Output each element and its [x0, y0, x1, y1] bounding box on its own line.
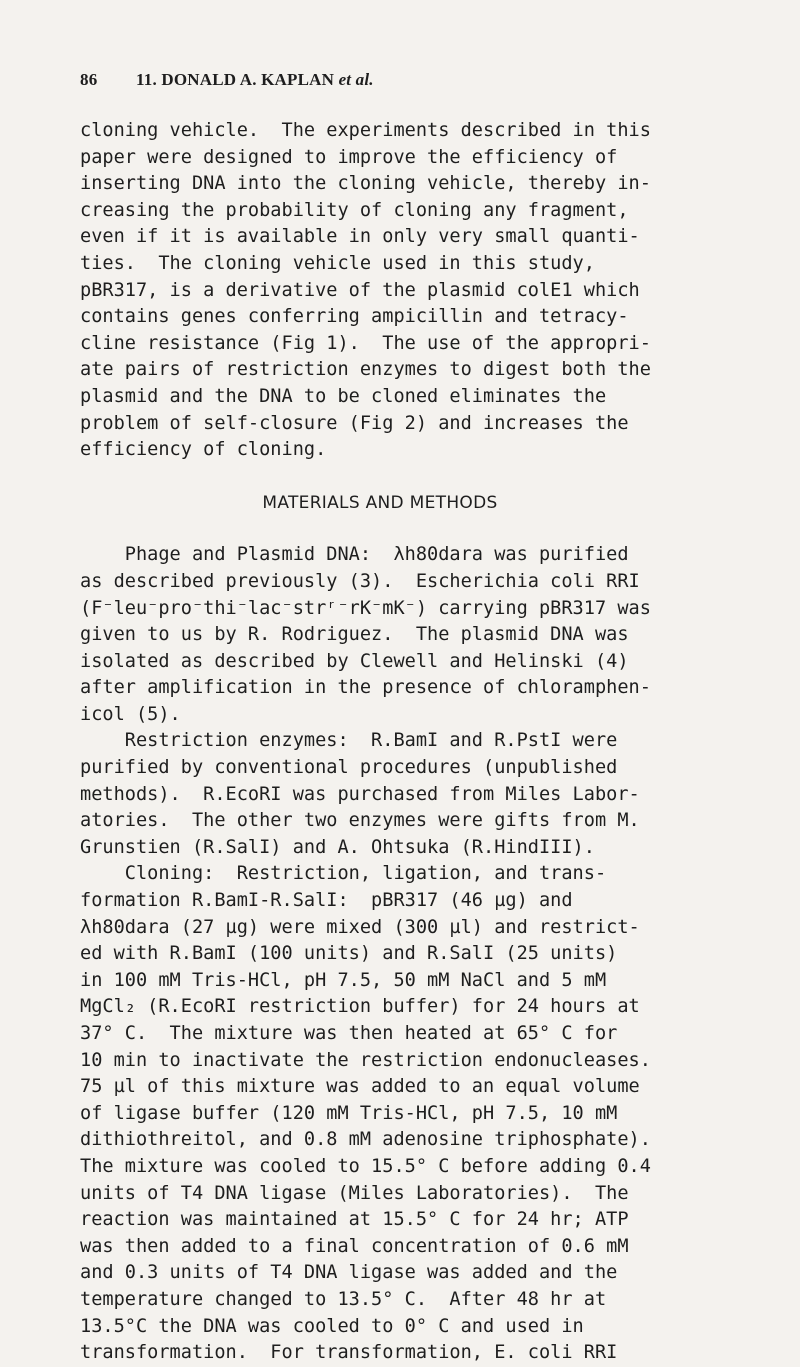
text-line: 75 µl of this mixture was added to an equal volume	[80, 1076, 640, 1098]
text-line: transformation. For transformation, E. coli RRI	[80, 1342, 618, 1364]
text-line: inserting DNA into the cloning vehicle, thereby in-	[80, 173, 651, 195]
text-line: problem of self-closure (Fig 2) and increases the	[80, 412, 629, 434]
text-line: λh80dara (27 µg) were mixed (300 µl) and restrict-	[80, 916, 640, 938]
text-line: MgCl₂ (R.EcoRI restriction buffer) for 24 hours at	[80, 996, 640, 1018]
text-line: formation R.BamI-R.SalI: pBR317 (46 µg) and	[80, 890, 573, 912]
text-line: ate pairs of restriction enzymes to digest both the	[80, 359, 651, 381]
text-line: was then added to a final concentration of 0.6 mM	[80, 1235, 629, 1257]
text-line: 13.5°C the DNA was cooled to 0° C and used in	[80, 1315, 584, 1337]
body-text	[80, 118, 770, 1367]
text-line: The mixture was cooled to 15.5° C before adding 0.4	[80, 1155, 651, 1177]
text-line: temperature changed to 13.5° C. After 48 hr at	[80, 1288, 607, 1310]
text-line: creasing the probability of cloning any fragment,	[80, 199, 629, 221]
text-line: paper were designed to improve the efficiency of	[80, 146, 618, 168]
text-line: 37° C. The mixture was then heated at 65° C for	[80, 1023, 618, 1044]
text-line: icol (5).	[80, 703, 181, 725]
text-line: Restriction enzymes: R.BamI and R.PstI were	[80, 730, 618, 752]
text-line: atories. The other two enzymes were gifts from M.	[80, 810, 640, 832]
text-line: contains genes conferring ampicillin and tetracy-	[80, 306, 629, 328]
section-title: MATERIALS AND METHODS	[262, 492, 498, 513]
text-line: Cloning: Restriction, ligation, and trans-	[80, 863, 607, 885]
page-header	[80, 70, 374, 90]
page-number: 86	[80, 70, 98, 89]
text-line: purified by conventional procedures (unpublished	[80, 757, 618, 779]
text-line: cloning vehicle. The experiments described in this	[80, 120, 651, 141]
text-line: 10 min to inactivate the restriction endonucleases.	[80, 1049, 651, 1071]
text-line: as described previously (3). Escherichia coli RRI	[80, 570, 640, 592]
et-al: et al.	[338, 70, 374, 89]
text-line: given to us by R. Rodriguez. The plasmid DNA was	[80, 624, 629, 646]
text-line: Grunstien (R.SalI) and A. Ohtsuka (R.HindIII).	[80, 836, 595, 858]
text-line: ties. The cloning vehicle used in this study,	[80, 252, 595, 274]
text-line: dithiothreitol, and 0.8 mM adenosine triphosphate).	[80, 1129, 651, 1151]
text-line: Phage and Plasmid DNA: λh80dara was purified	[80, 544, 629, 566]
text-line: pBR317, is a derivative of the plasmid colE1 which	[80, 279, 640, 301]
text-line: ed with R.BamI (100 units) and R.SalI (25 units)	[80, 943, 618, 965]
text-line: efficiency of cloning.	[80, 439, 327, 461]
text-line: isolated as described by Clewell and Helinski (4)	[80, 650, 629, 672]
text-line: reaction was maintained at 15.5° C for 24 hr; ATP	[80, 1209, 629, 1231]
text-line: in 100 mM Tris-HCl, pH 7.5, 50 mM NaCl and 5 mM	[80, 969, 607, 991]
text-line: even if it is available in only very small quanti-	[80, 226, 640, 248]
text-line: (F⁻leu⁻pro⁻thi⁻lac⁻strʳ⁻rK⁻mK⁻) carrying pBR317 was	[80, 597, 651, 619]
text-line: units of T4 DNA ligase (Miles Laboratories). The	[80, 1182, 629, 1204]
text-line: and 0.3 units of T4 DNA ligase was added and the	[80, 1262, 618, 1284]
text-line: after amplification in the presence of chloramphen-	[80, 677, 651, 699]
text-line: plasmid and the DNA to be cloned eliminates the	[80, 385, 607, 407]
text-line: cline resistance (Fig 1). The use of the appropri-	[80, 332, 651, 354]
text-line: methods). R.EcoRI was purchased from Miles Labor-	[80, 783, 640, 805]
text-line: of ligase buffer (120 mM Tris-HCl, pH 7.5, 10 mM	[80, 1102, 618, 1124]
chapter-title: 11. DONALD A. KAPLAN	[136, 70, 335, 89]
